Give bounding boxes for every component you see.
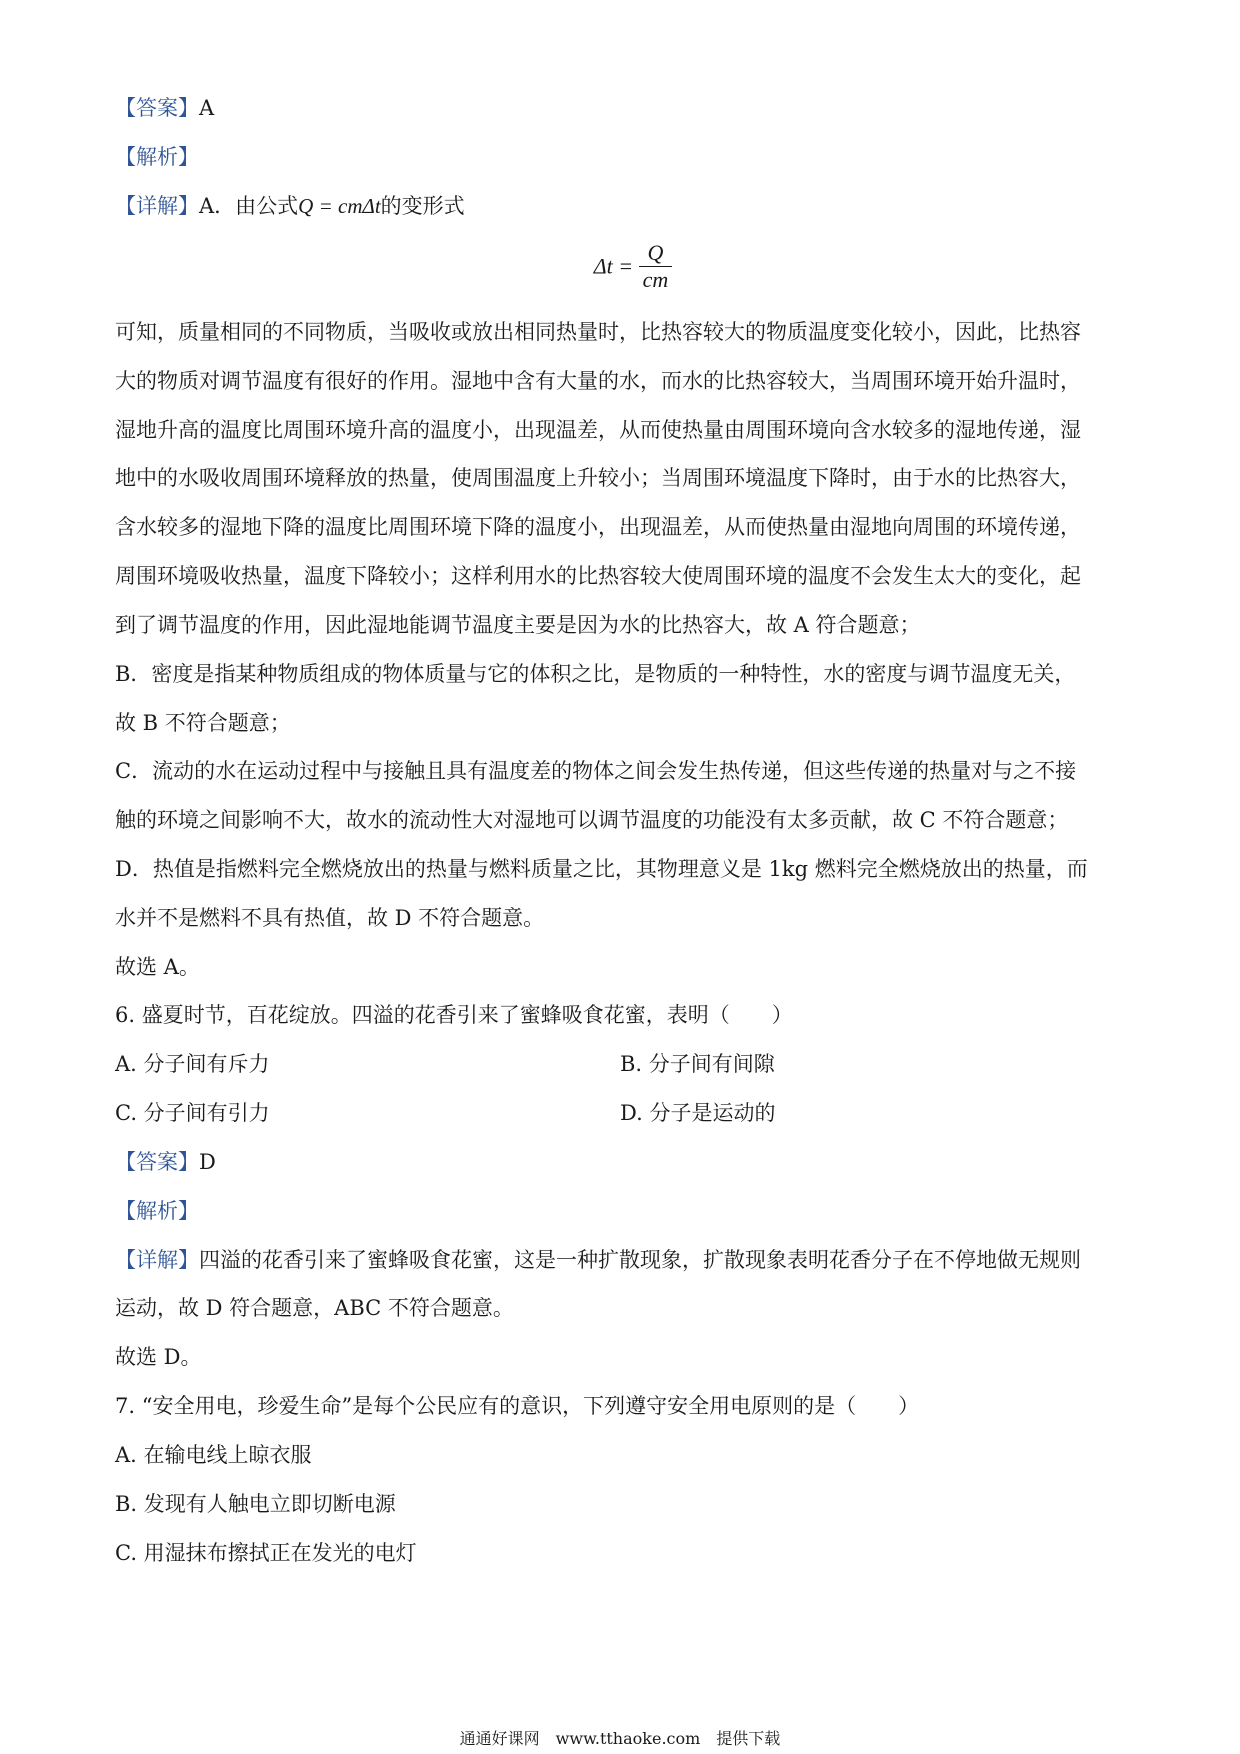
formula-numerator: Q xyxy=(647,240,664,265)
answer-value: D xyxy=(199,1150,216,1174)
explanation-b-line: 故 B 不符合题意； xyxy=(115,711,291,735)
analysis-tag: 【解析】 xyxy=(115,1199,199,1223)
detail-intro: A．由公式 xyxy=(199,194,299,218)
analysis-2 xyxy=(115,1197,199,1225)
question-7-option-c: C. 用湿抹布擦拭正在发光的电灯 xyxy=(115,1541,417,1565)
formula-denominator: cm xyxy=(639,266,673,293)
explanation-a-line: 湿地升高的温度比周围环境升高的温度小，出现温差，从而使热量由周围环境向含水较多的湿地传递，湿 xyxy=(115,418,1081,442)
detail-intro-end: 的变形式 xyxy=(380,194,465,218)
detail-tag: 【详解】 xyxy=(115,194,199,218)
formula-fraction xyxy=(639,240,673,293)
answer-tag: 【答案】 xyxy=(115,1150,199,1174)
answer-value: A xyxy=(199,96,215,120)
explanation-a-line: 周围环境吸收热量，温度下降较小；这样利用水的比热容较大使周围环境的温度不会发生太大的变化，起 xyxy=(115,564,1081,588)
question-7-option-b: B. 发现有人触电立即切断电源 xyxy=(115,1492,396,1516)
formula-lhs: Δt = xyxy=(593,253,634,279)
explanation-a-line: 含水较多的湿地下降的温度比周围环境下降的温度小，出现温差，从而使热量由湿地向周围的环境传递， xyxy=(115,515,1081,539)
detail-tag: 【详解】 xyxy=(115,1248,199,1272)
answer-1 xyxy=(115,94,214,122)
question-6-option-d: D. 分子是运动的 xyxy=(620,1101,776,1125)
question-6-option-c: C. 分子间有引力 xyxy=(115,1101,270,1125)
explanation-a-line: 可知，质量相同的不同物质，当吸收或放出相同热量时，比热容较大的物质温度变化较小，因此，比热容 xyxy=(115,320,1081,344)
question-7-option-a: A. 在输电线上晾衣服 xyxy=(115,1443,312,1467)
detail-2-text: 四溢的花香引来了蜜蜂吸食花蜜，这是一种扩散现象，扩散现象表明花香分子在不停地做无规则 xyxy=(199,1248,1081,1272)
detail-1-intro xyxy=(115,192,465,220)
detail-2-line-2: 运动，故 D 符合题意，ABC 不符合题意。 xyxy=(115,1296,514,1320)
explanation-c-line: 触的环境之间影响不大，故水的流动性大对湿地可以调节温度的功能没有太多贡献，故 C 不符合题意； xyxy=(115,808,1069,832)
answer-2 xyxy=(115,1148,216,1176)
explanation-d-line: D．热值是指燃料完全燃烧放出的热量与燃料质量之比，其物理意义是 1kg 燃料完全燃烧放出的热量，而 xyxy=(115,857,1088,881)
page-footer: 通通好课网 www.tthaoke.com 提供下载 xyxy=(459,1729,781,1748)
answer-tag: 【答案】 xyxy=(115,96,199,120)
explanation-a-line: 大的物质对调节温度有很好的作用。湿地中含有大量的水，而水的比热容较大，当周围环境开始升温时， xyxy=(115,369,1081,393)
analysis-tag: 【解析】 xyxy=(115,145,199,169)
explanation-c-line: C．流动的水在运动过程中与接触且具有温度差的物体之间会发生热传递，但这些传递的热量对与之不接 xyxy=(115,759,1077,783)
analysis-1 xyxy=(115,143,199,171)
explanation-a-line: 到了调节温度的作用，因此湿地能调节温度主要是因为水的比热容大，故 A 符合题意； xyxy=(115,613,921,637)
conclusion-1: 故选 A。 xyxy=(115,955,200,979)
question-6-option-b: B. 分子间有间隙 xyxy=(620,1052,775,1076)
conclusion-2: 故选 D。 xyxy=(115,1345,202,1369)
explanation-a-line: 地中的水吸收周围环境释放的热量，使周围温度上升较小；当周围环境温度下降时，由于水的比热容大， xyxy=(115,466,1081,490)
question-6-option-a: A. 分子间有斥力 xyxy=(115,1052,270,1076)
explanation-b-line: B．密度是指某种物质组成的物体质量与它的体积之比，是物质的一种特性，水的密度与调节温度无关， xyxy=(115,662,1076,686)
inline-formula: Q = cmΔt xyxy=(298,194,381,218)
explanation-d-line: 水并不是燃料不具有热值，故 D 不符合题意。 xyxy=(115,906,545,930)
formula xyxy=(578,240,688,293)
question-7-stem: 7. “安全用电，珍爱生命”是每个公民应有的意识，下列遵守安全用电原则的是（ ） xyxy=(115,1394,920,1418)
question-6-stem: 6. 盛夏时节，百花绽放。四溢的花香引来了蜜蜂吸食花蜜，表明（ ） xyxy=(115,1003,793,1027)
detail-2-line-1 xyxy=(115,1246,1081,1274)
